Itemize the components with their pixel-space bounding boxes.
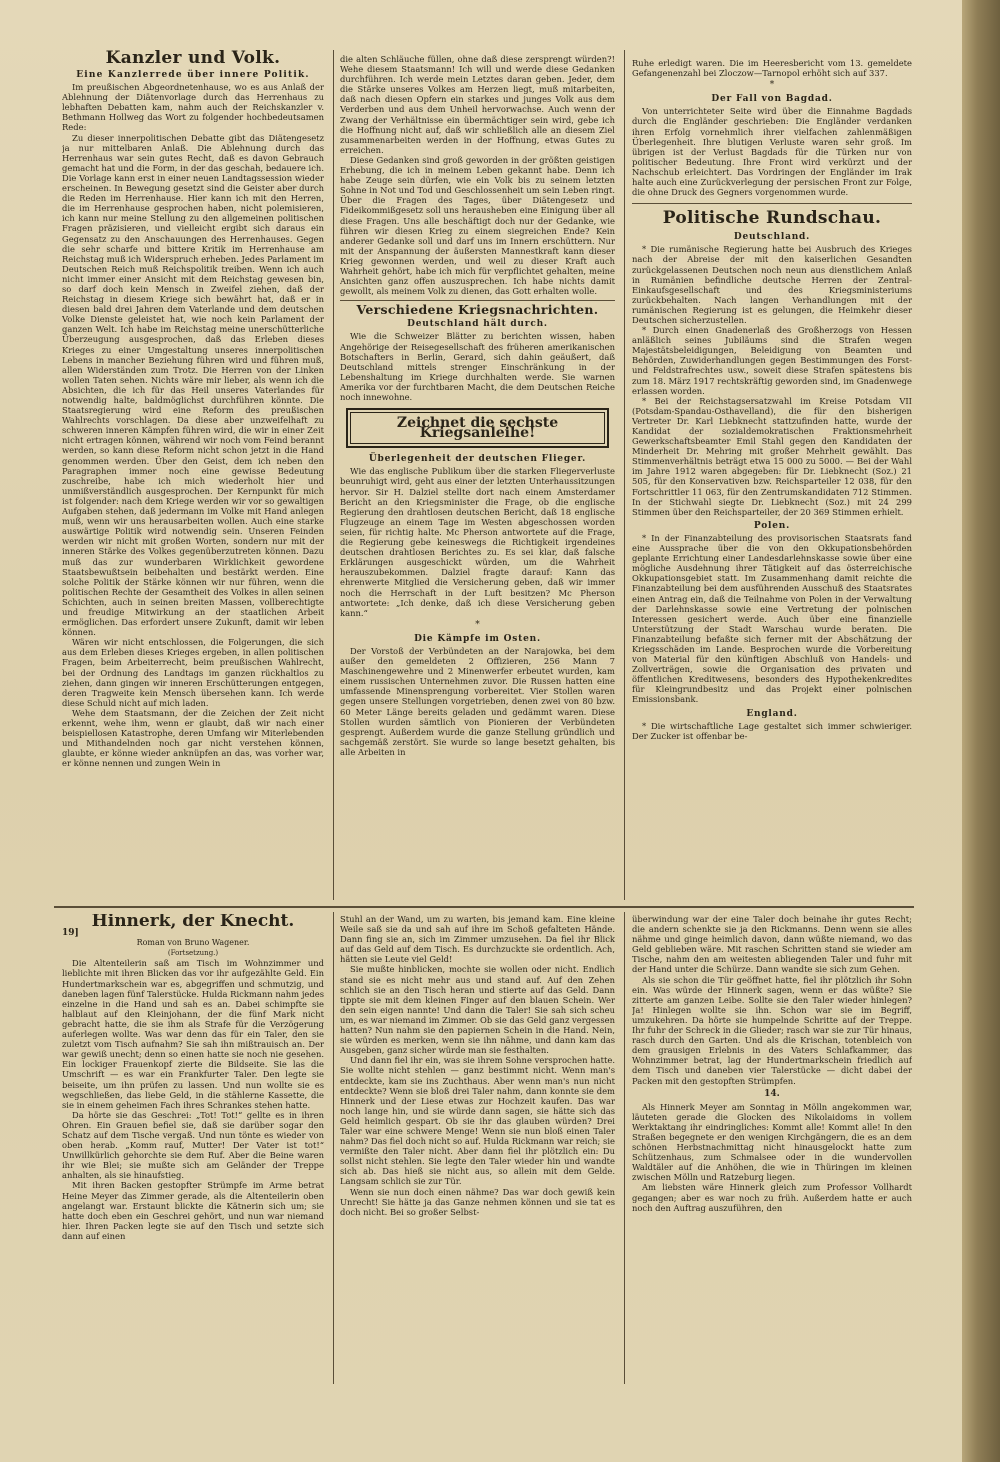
column-divider — [624, 50, 625, 900]
column-divider — [333, 50, 334, 900]
article-subtitle-kanzler: Eine Kanzlerrede über innere Politik. — [76, 70, 310, 80]
paragraph: Wären wir nicht entschlossen, die Folgerungen, die sich aus dem Erleben dieses Krieges ergeben, in allen politischen Fragen, beim Arbeiterrecht, beim preußischen Wahlrecht, bei der Ordnung des Landtags im ganzen rückhaltlos zu ziehen, dann gingen wir inneren Erschütterungen entgegen, deren Tragweite kein Mensch übersehen kann. Ich werde diese Schuld nicht auf mich laden. — [62, 637, 324, 708]
heading-flieger: Überlegenheit der deutschen Flieger. — [368, 454, 587, 465]
feuilleton-divider — [54, 906, 914, 908]
paragraph: Wenn sie nun doch einen nähme? Das war doch gewiß kein Unrecht! Sie hätte ja das Ganze nehmen können und sie tat es doch nicht. Bei so großer Selbst- — [340, 1186, 615, 1217]
heading-deutschland: Deutschland. — [733, 232, 811, 243]
paragraph: überwindung war der eine Taler doch beinahe ihr gutes Recht; die andern schenkte sie ja den Rickmanns. Denn wenn sie alles nähme und ginge heimlich davon, dann wüßte niemand, wo das Geld geblieben wäre. Mit raschen Schritten stand sie wieder am Tische, nahm den am weitesten abliegenden Taler und fuhr mit der Hand unter die Schürze. Dann wandte sie sich zum Gehen. — [632, 914, 912, 975]
heading-england: England. — [746, 708, 798, 719]
kriegsanleihe-banner: Zeichnet die sechste Kriegsanleihe! — [346, 408, 609, 448]
paragraph: Ruhe erledigt waren. Die im Heeresbericht vom 13. gemeldete Gefangenenzahl bei Zloczow—Tarnopol erhöht sich auf 337. — [632, 58, 912, 79]
separator-star: * — [769, 80, 775, 91]
paragraph: Wie die Schweizer Blätter zu berichten wissen, haben Angehörige der Reisegesellschaft des früheren amerikanischen Botschafters in Berlin, Gerard, sich dahin geäußert, daß Deutschland mittels strenger Einschränkung in der Lebenshaltung im Kriege durchhalten werde. Sie warnen Amerika vor der furchtbaren Macht, die dem Deutschen Reiche noch innewohne. — [340, 331, 615, 402]
paragraph: * Durch einen Gnadenerlaß des Großherzogs von Hessen anläßlich seines Jubiläums sind die Strafen wegen Majestätsbeleidigungen, Beleidigung von Beamten und Behörden, Zuwiderhandlungen gegen Bestimmungen des Forst- und Feldstrafrechtes usw., soweit diese Strafen spätestens bis zum 18. März 1917 rechtskräftig geworden sind, im Gnadenwege erlassen worden. — [632, 325, 912, 396]
serial-title: Hinnerk, der Knecht. — [91, 914, 295, 931]
serial-author: Roman von Bruno Wagener. — [136, 938, 250, 948]
column-serial-1 — [62, 914, 324, 1384]
paragraph: Sie mußte hinblicken, mochte sie wollen oder nicht. Endlich stand sie es nicht mehr aus und stand auf. Auf den Zehen schlich sie an den Tisch heran und stierte auf das Geld. Dann tippte sie mit dem kleinen Finger auf den blauen Schein. Wer den sein eigen nannte! Und dann die Taler! Sie sah sich scheu um, es war niemand im Zimmer. Ob sie das Geld ganz vergessen hatten? Nun nahm sie den papiernen Schein in die Hand. Nein, sie würden es merken, wenn sie ihn nähme, und dann kam das Ausgeben, ganz sicher würde man sie festhalten. — [340, 964, 615, 1056]
paragraph: Mit ihren Backen gestopfter Strümpfe im Arme betrat Heine Meyer das Zimmer gerade, als die Altenteilerin oben angelangt war. Erstaunt blickte die Kätnerin sich um; sie hatte doch eben ein Geschrei gehört, und nun war niemand hier. Ihren Packen legte sie auf den Tisch und setzte sich dann auf einen — [62, 1180, 324, 1241]
paragraph: Die Altenteilerin saß am Tisch im Wohnzimmer und lieblichte mit ihren Blicken das vor ihr aufgezählte Geld. Ein Hundertmarkschein war es, abgegriffen und schmutzig, und daneben lagen fünf Talerstücke. Hulda Rickmann nahm jedes einzelne in die Hand und sah es an. Dabei schimpfte sie halblaut auf den Kleinjohann, der die fünf Mark nicht gebracht hatte, die sie ihm als Strafe für die Verzögerung auferlegen wollte. Was war denn das für ein Taler, den sie zuletzt vom Tisch aufnahm? Sie sah ihn mißtrauisch an. Der war gewiß unecht; denn so einen hatte sie noch nie gesehen. Ein lockiger Frauenkopf zierte die Bildseite. Sie las die Umschrift — es war ein Frankfurter Taler. Den legte sie beiseite, um ihn prüfen zu lassen. Und nun wollte sie es wegschließen, das liebe Geld, in die stählerne Kassette, die sie in einem geheimen Fach ihres Schrankes stehen hatte. — [62, 958, 324, 1110]
section-divider — [340, 300, 615, 301]
chapter-number: 14. — [764, 1088, 780, 1099]
paragraph: Als sie schon die Tür geöffnet hatte, fiel ihr plötzlich ihr Sohn ein. Was würde der Hinnerk sagen, wenn er das wüßte? Sie zitterte am ganzen Leibe. Sollte sie den Taler wieder hinlegen? Ja! Hinlegen wollte sie ihn. Schon war sie im Begriff, umzukehren. Da hörte sie humpelnde Schritte auf der Treppe. Ihr fuhr der Schreck in die Glieder; rasch war sie zur Tür hinaus, rasch durch den Garten. Und als die Krischan, totenbleich von dem grausigen Erlebnis in des Vaters Schlafkammer, das Wohnzimmer betrat, lag der Hundertmarkschein friedlich auf dem Tisch und daneben vier Talerstücke — dicht dabei der Packen mit den gestopften Strümpfen. — [632, 974, 912, 1086]
paragraph: Im preußischen Abgeordnetenhause, wo es aus Anlaß der Ablehnung der Diätenvorlage durch das Herrenhaus zu lebhaften Debatten kam, nahm auch der Reichskanzler v. Bethmann Hollweg das Wort zu folgender hochbedeutsamen Rede: — [62, 82, 324, 133]
column-rundschau — [632, 58, 912, 900]
section-title-kriegsnachrichten: Verschiedene Kriegsnachrichten. — [356, 302, 599, 318]
heading-bagdad: Der Fall von Bagdad. — [711, 94, 833, 105]
paragraph: * Die wirtschaftliche Lage gestaltet sich immer schwieriger. Der Zucker ist offenbar be- — [632, 720, 912, 741]
article-title-kanzler: Kanzler und Volk. — [105, 48, 281, 68]
paragraph: Diese Gedanken sind groß geworden in der größten geistigen Erhebung, die ich in meinem Leben gekannt habe. Denn ich habe Zeuge sein dürfen, wie ein Volk bis zu seinem letzten Sohne in Not und Tod und Geschlossenheit um sein Leben ringt. Über die Fragen des Tages, über Diätengesetz und Fideikommißgesetz soll uns herausheben eine Einigung über all diese Fragen. Uns alle beschäftigt doch nur der Gedanke, wie führen wir diesen Krieg zu einem siegreichen Ende? Kein anderer Gedanke soll und darf uns im Innern erschüttern. Nur mit der Anspannung der äußersten Mannestkraft kann dieser Krieg gewonnen werden, und weil zu dieser Kraft auch Wahrheit gehört, habe ich mich für verpflichtet gehalten, meine Ansichten ganz offen auszusprechen. Ich habe nichts damit gewollt, als meinem Volk zu dienen, das Gott erhalten wolle. — [340, 154, 615, 297]
paragraph: Da hörte sie das Geschrei: „Tot! Tot!“ gellte es in ihren Ohren. Ein Grauen befiel sie, daß sie darüber sogar den Schatz auf dem Tische vergaß. Und nun tönte es wieder von oben herab. „Komm rauf, Mutter! Der Vater ist tot!“ Unwillkürlich gehorchte sie dem Ruf. Aber die Beine waren ihr wie Blei; sie mußte sich am Geländer der Treppe anhalten, als sie hinaufstieg. — [62, 1109, 324, 1181]
paragraph: Stuhl an der Wand, um zu warten, bis jemand kam. Eine kleine Weile saß sie da und sah auf ihre im Schoß gefalteten Hände. Dann fing sie an, sich im Zimmer umzusehen. Da fiel ihr Blick auf das Geld auf dem Tisch. Es durchzuckte sie ordentlich. Ach, hätten sie Leute viel Geld! — [340, 914, 615, 965]
column-serial-3 — [632, 914, 912, 1384]
serial-number: 19] — [62, 928, 79, 939]
serial-continuation: (Fortsetzung.) — [167, 949, 219, 958]
separator-star: * — [475, 619, 480, 630]
page-binding-edge — [962, 0, 1000, 1462]
paragraph: Von unterrichteter Seite wird über die Einnahme Bagdads durch die Engländer geschrieben: Die Engländer verdanken ihren Erfolg vornehmlich ihrer vielfachen zahlenmäßigen Überlegenheit. Ihre blutigen Verluste waren sehr groß. Im übrigen ist der Verlust Bagdads für die Türken nur von politischer Bedeutung. Ihre Front wird verkürzt und der Nachschub erleichtert. Das Vordringen der Engländer im Irak halte auch eine Zurückverlegung der persischen Front zur Folge, die ohne Druck des Gegners vorgenommen wurde. — [632, 106, 912, 198]
paragraph: Als Hinnerk Meyer am Sonntag in Mölln angekommen war, läuteten gerade die Glocken des Nikolaidoms in vollem Werktaktang ihr eindringliches: Kommt alle! Kommt alle! In den Straßen begegnete er den wenigen Kirchgängern, die es an dem schönen Herbstnachmittag nicht hinausgelockt hatte zum Schützenhaus, zum Schmalsee oder in die wundervollen Waldtäler auf die Anhöhen, die wie in Thüringen im kleinen zwischen Mölln und Ratzeburg liegen. — [632, 1101, 912, 1183]
paragraph: Der Vorstoß der Verbündeten an der Narajowka, bei dem außer den gemeldeten 2 Offizieren, 256 Mann 7 Maschinengewehre und 2 Minenwerfer erbeutet wurden, kam einem russischen Unternehmen zuvor. Die Russen hatten eine umfassende Minensprengung vorbereitet. Vier Stollen waren gegen unsere Stellungen vorgetrieben, denen zwei von 80 bzw. 60 Meter Länge bereits geladen und gedämmt waren. Diese Stollen wurden sämtlich von Pionieren der Verbündeten gesprengt. Außerdem wurde die ganze Stellung gründlich und sachgemäß zerstört. Sie wurde so lange besetzt gehalten, bis alle Arbeiten in — [340, 645, 615, 757]
paragraph: * Die rumänische Regierung hatte bei Ausbruch des Krieges nach der Abreise der mit den kaiserlichen Gesandten zurückgelassenen Deutschen noch neun aus dienstlichem Anlaß in Rumänien befindliche deutsche Herren der Zentral-Einkaufsgesellschaft und des Kriegsministeriums zurückbehalten. Nach langen Verhandlungen mit der rumänischen Regierung ist es gelungen, die Heimkehr dieser Deutschen sicherzustellen. — [632, 244, 912, 325]
paragraph: die alten Schläuche füllen, ohne daß diese zersprengt würden?! Wehe diesem Staatsmann! Ich will und werde diese Gedanken durchführen. Ich werde mein Letztes daran geben. Jeder, dem die Stärke unseres Volkes am Herzen liegt, muß mitarbeiten, daß nach diesen Opfern ein starkes und junges Volk aus dem Verderben und aus dem Unheil hervorwachse. Auch wenn der Zwang der Verhältnisse ein übermächtiger sein wird, gebe ich die Hoffnung nicht auf, daß wir schließlich alle an diesem Ziel zusammenarbeiten werden in der Hoffnung, etwas Gutes zu erreichen. — [340, 54, 615, 155]
heading-deutschland-haelt-durch: Deutschland hält durch. — [407, 319, 548, 330]
heading-polen: Polen. — [753, 520, 791, 531]
heading-kaempfe-osten: Die Kämpfe im Osten. — [414, 633, 541, 644]
paragraph: Wie das englische Publikum über die starken Fliegerverluste beunruhigt wird, geht aus einer der letzten Unterhaussitzungen hervor. Sir H. Dalziel stellte dort nach einem Amsterdamer Bericht an den Kriegsminister die Frage, ob die englische Regierung den drahtlosen deutschen Bericht, daß 18 englische Flugzeuge an einem Tage im Westen abgeschossen worden seien, für richtig halte. Mc Pherson antwortete auf die Frage, die Regierung gebe keineswegs die Richtigkeit irgendeines deutschen drahtlosen Berichtes zu. Es sei klar, daß falsche Erklärungen ausgeschickt würden, um die Wahrheit herauszubekommen. Dalziel fragte darauf: Kann das ehrenwerte Mitglied die Versicherung geben, daß wir immer noch die Herrschaft in der Luft besitzen? Mc Pherson antwortete: „Ich denke, daß ich diese Versicherung geben kann.“ — [340, 466, 615, 618]
paragraph: Und dann fiel ihr ein, was sie ihrem Sohne versprochen hatte. Sie wollte nicht stehlen — ganz bestimmt nicht. Wenn man's entdeckte, kam sie ins Zuchthaus. Aber wenn man's nun nicht entdeckte? Wenn sie bloß drei Taler nahm, dann konnte sie dem Hinnerk und der Liese etwas zur Hochzeit kaufen. Das war noch lange hin, und sie würde dann sagen, sie hätte sich das Geld heimlich gespart. Ob sie ihr das glauben würden? Drei Taler war eine schwere Menge! Wenn sie nun bloß einen Taler nahm? Das fiel doch nicht so auf. Hulda Rickmann war reich; sie vermißte den Taler nicht. Aber dann fiel ihr plötzlich ein: Du sollst nicht stehlen. Sie legte den Taler wieder hin und wandte sich ab. Das hieß sie nicht aus, so allein mit dem Gelde. Langsam schlich sie zur Tür. — [340, 1055, 615, 1187]
column-kanzler — [62, 46, 324, 898]
paragraph: * In der Finanzabteilung des provisorischen Staatsrats fand eine Aussprache über die von den Okkupationsbehörden geplante Errichtung einer Landesdarlehnskasse sowie über eine mögliche Ausdehnung ihrer Tätigkeit auf das österreichische Okkupationsgebiet statt. Im Zusammenhang damit reichte die Finanzabteilung bei dem ausführenden Ausschuß des Staatsrates einen Antrag ein, daß die Teilnahme von Polen in der Verwaltung der Darlehnskasse sowie eine Vertretung der polnischen Interessen gesichert werde. Auch über eine finanzielle Unterstützung der Stadt Warschau wurde beraten. Die Finanzabteilung befaßte sich ferner mit der Abschätzung der Kriegsschäden im Lande. Besprochen wurde die Vorbereitung von Material für den künftigen Abschluß von Handels- und Zollverträgen, sowie die Organisation des privaten und öffentlichen Kreditwesens, besonders des Hypothekenkredites für Kleingrundbesitz und das Projekt einer polnischen Emissionsbank. — [632, 532, 912, 705]
column-serial-2 — [340, 914, 615, 1384]
paragraph: Am liebsten wäre Hinnerk gleich zum Professor Vollhardt gegangen; aber es war noch zu früh. Außerdem hatte er auch noch den Auftrag auszuführen, den — [632, 1182, 912, 1213]
column-divider — [624, 912, 625, 1384]
paragraph: Zu dieser innerpolitischen Debatte gibt das Diätengesetz ja nur mittelbaren Anlaß. Die Ablehnung durch das Herrenhaus war sein gutes Recht, daß es davon Gebrauch gemacht hat und die Form, in der das geschah, bedauere ich. Die Vorlage kann erst in einer neuen Landtagssession wieder erscheinen. In Bewegung gesetzt sind die Geister aber durch die Reden im Herrenhause. Hier kann ich mit den Herren, die im Herrenhause gesprochen haben, nicht polemisieren, ich kann nur meine Stellung zu den allgemeinen politischen Fragen präzisieren, und vielleicht ergibt sich daraus ein Gegensatz zu den Anschauungen des Herrenhauses. Gegen die sehr scharfe und bittere Kritik im Herrenhause am Reichstag muß ich Widerspruch erheben. Jedes Parlament im Deutschen Reich muß Reichspolitik treiben. Wenn ich auch nicht immer einer Ansicht mit dem Reichstag gewesen bin, so darf doch kein Mensch in Zweifel ziehen, daß der Reichstag in diesem Kriege sich bewährt hat, daß er in diesen bald drei Jahren dem Vaterlande und dem deutschen Volke Dienste geleistet hat, wie noch kein Parlament der ganzen Welt. Ich habe im Reichstag meine unerschütterliche Überzeugung ausgesprochen, daß das Erleben dieses Krieges zu einer Umgestaltung unseres innerpolitischen Lebens in mancher Beziehung führen wird und führen muß, allen Widerständen zum Trotz. Die Herren von der Linken wollen Taten sehen. Nichts wäre mir lieber, als wenn ich die Absichten, die ich für das Heil unseres Vaterlandes für notwendig halte, baldmöglichst durchführen könnte. Die Staatsregierung wird eine Reform des preußischen Wahlrechts vorschlagen. Da diese aber unzweifelhaft zu schweren inneren Kämpfen führen wird, die wir in einer Zeit nicht ertragen können, während wir noch vom Feind berannt werden, so kann diese Reform nicht schon jetzt in die Hand genommen werden. Über den Geist, dem ich neben den Paragraphen immer noch eine gewisse Bedeutung zuschreibe, habe ich mich wiederholt hier und unmißverständlich ausgesprochen. Der Kernpunkt für mich ist folgender: nach dem Kriege werden wir vor so gewaltigen Aufgaben stehen, daß jedermann im Volke mit Hand anlegen muß, wenn wir uns herausarbeiten wollen. Auch eine starke auswärtige Politik wird notwendig sein. Unseren Feinden werden wir nicht mit großen Worten, sondern nur mit der inneren Stärke des Volkes gegenüberzutreten können. Dazu muß das zur wunderbaren Wirklichkeit gewordene Staatsbewußtsein beibehalten und bestärkt werden. Eine solche Politik der Stärke können wir nur führen, wenn die politischen Rechte der Gesamtheit des Volkes in allen seinen Schichten, auch in seinen breiten Massen, vollberechtigte und freudige Mitwirkung an der staatlichen Arbeit ermöglichen. Das erfordert unsere Zukunft, damit wir leben können. — [62, 132, 324, 638]
column-kriegsnachrichten — [340, 54, 615, 900]
section-divider — [632, 203, 912, 204]
paragraph: * Bei der Reichstagsersatzwahl im Kreise Potsdam VII (Potsdam-Spandau-Osthavelland), die für den bisherigen Vertreter Dr. Karl Liebknecht stattzufinden hatte, wurde der Kandidat der sozialdemokratischen Fraktionsmehrheit Gewerkschaftsbeamter Emil Stahl gegen den Kandidaten der Minderheit Dr. Mehring mit großer Mehrheit gewählt. Das Stimmenverhältnis beträgt etwa 15 000 zu 5000. — Bei der Wahl im Jahre 1912 waren abgegeben: für Dr. Liebknecht (Soz.) 21 505, für den Konservativen bzw. Reichsparteiler 12 038, für den Fortschrittler 11 063, für den Zentrumskandidaten 712 Stimmen. In der Stichwahl siegte Dr. Liebknecht (Soz.) mit 24 299 Stimmen über den Reichsparteiler, der 20 369 Stimmen erhielt. — [632, 395, 912, 517]
section-title-rundschau: Politische Rundschau. — [662, 208, 882, 229]
column-divider — [333, 912, 334, 1384]
paragraph: Wehe dem Staatsmann, der die Zeichen der Zeit nicht erkennt, wehe ihm, wenn er glaubt, daß wir nach einer beispiellosen Katastrophe, deren Umfang wir Miterlebenden und Mithandelnden noch gar nicht verstehen können, glaubte, er könne wieder anknüpfen an das, was vorher war, er könne nennen und zungen Wein in — [62, 707, 324, 769]
